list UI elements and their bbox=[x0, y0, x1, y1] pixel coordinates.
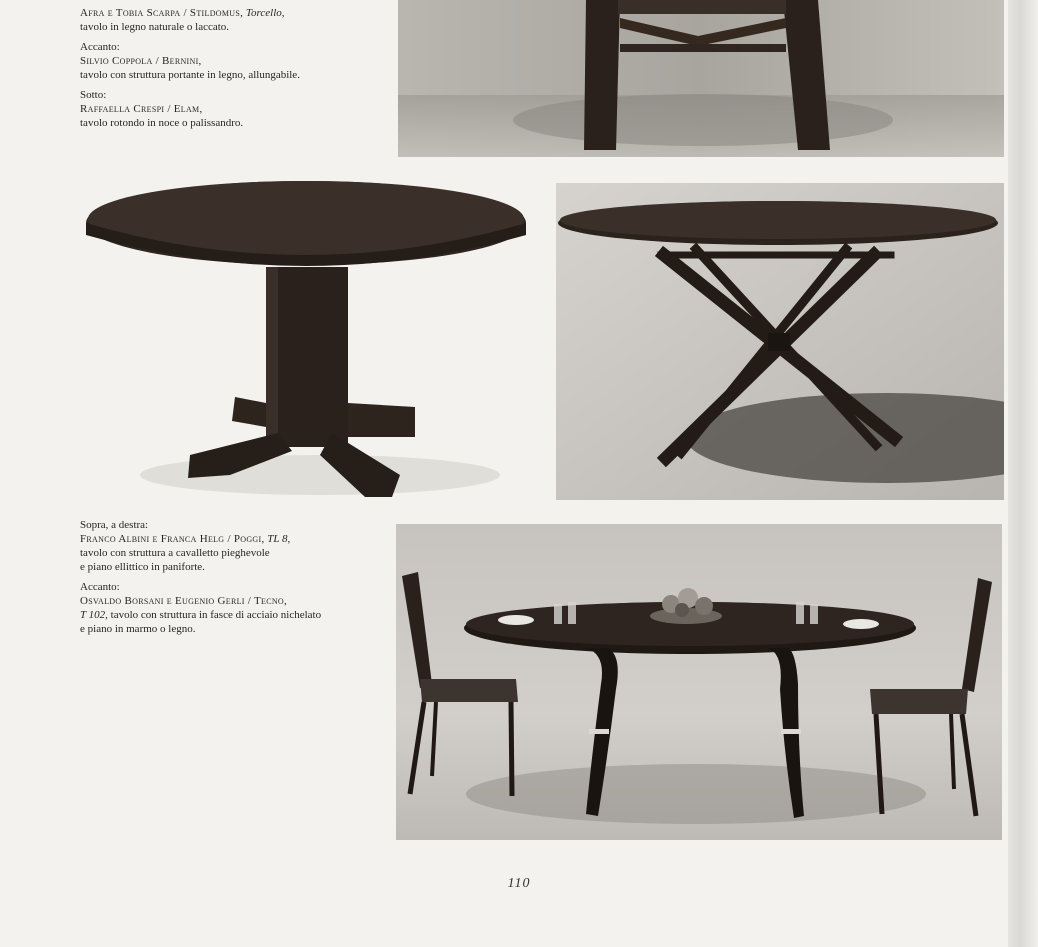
caption-top bbox=[80, 6, 380, 136]
caption-albini: Sopra, a destra: Franco Albini e Franca Helg / Poggi, TL 8, tavolo con struttura a cavalletto pieghevole e piano ellittico in paniforte. bbox=[80, 519, 291, 573]
caption-torcello: Afra e Tobia Scarpa / Stildomus, Torcello, tavolo in legno naturale o laccato. bbox=[80, 7, 285, 33]
photo-torcello-table bbox=[398, 0, 1004, 157]
page-number: 110 bbox=[507, 876, 531, 891]
photo-borsani-oval-table bbox=[396, 524, 1002, 840]
caption-bottom bbox=[80, 518, 380, 642]
photo-albini-trestle-table bbox=[556, 183, 1004, 500]
caption-coppola: Accanto: Silvio Coppola / Bernini, tavolo con struttura portante in legno, allungabile. bbox=[80, 41, 300, 81]
caption-borsani: Accanto: Osvaldo Borsani e Eugenio Gerli / Tecno, T 102, tavolo con struttura in fasce di acciaio nichelato e piano in marmo o legno. bbox=[80, 581, 322, 635]
page-edge-shadow bbox=[1008, 0, 1038, 947]
photo-crespi-round-table bbox=[80, 175, 535, 505]
caption-crespi: Sotto: Raffaella Crespi / Elam, tavolo rotondo in noce o palissandro. bbox=[80, 89, 244, 129]
